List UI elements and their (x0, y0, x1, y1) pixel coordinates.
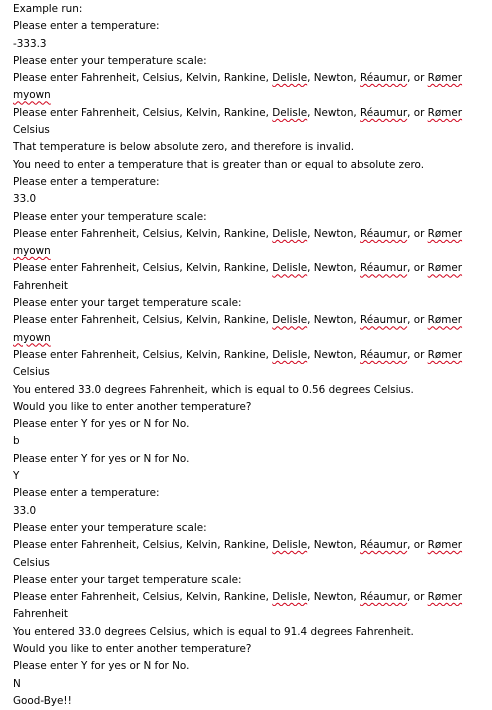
transcript-line (13, 676, 483, 693)
transcript-line (13, 312, 483, 329)
line-text: , Newton, (307, 227, 361, 240)
line-text: 33.0 (13, 504, 37, 517)
line-text: Please enter Y for yes or N for No. (13, 418, 190, 431)
line-text: , or (407, 539, 428, 552)
spellcheck-flagged-word: Réaumur (360, 72, 408, 85)
line-text: Please enter Fahrenheit, Celsius, Kelvin, Rankine, (13, 72, 273, 85)
line-text: Please enter your temperature scale: (13, 54, 207, 67)
line-text: Please enter a temperature: (13, 175, 160, 188)
transcript-line (13, 122, 483, 139)
line-text: You need to enter a temperature that is greater than or equal to absolute zero. (13, 158, 425, 171)
line-text: Celsius (13, 556, 50, 569)
transcript-line (13, 330, 483, 347)
spellcheck-flagged-word: Rømer (427, 106, 463, 119)
spellcheck-flagged-word: Delisle (272, 591, 308, 604)
line-text: Please enter Fahrenheit, Celsius, Kelvin, Rankine, (13, 591, 273, 604)
transcript-line (13, 416, 483, 433)
transcript-line (13, 70, 483, 87)
transcript-line (13, 18, 483, 35)
transcript-line (13, 364, 483, 381)
spellcheck-flagged-word: Delisle (272, 348, 308, 361)
spellcheck-flagged-word: myown (13, 245, 51, 258)
line-text: , or (407, 227, 428, 240)
spellcheck-flagged-word: Rømer (427, 348, 463, 361)
line-text: Please enter Fahrenheit, Celsius, Kelvin, Rankine, (13, 348, 273, 361)
spellcheck-flagged-word: Rømer (427, 227, 463, 240)
spellcheck-flagged-word: Réaumur (360, 227, 408, 240)
transcript-line (13, 589, 483, 606)
transcript-line (13, 1, 483, 18)
line-text: , Newton, (307, 262, 361, 275)
spellcheck-flagged-word: Réaumur (360, 539, 408, 552)
line-text: , or (407, 262, 428, 275)
line-text: , Newton, (307, 314, 361, 327)
line-text: , Newton, (307, 348, 361, 361)
transcript-line (13, 468, 483, 485)
spellcheck-flagged-word: myown (13, 89, 51, 102)
line-text: Please enter Fahrenheit, Celsius, Kelvin, Rankine, (13, 106, 273, 119)
spellcheck-flagged-word: Rømer (427, 539, 463, 552)
transcript-line (13, 226, 483, 243)
spellcheck-flagged-word: Delisle (272, 314, 308, 327)
line-text: That temperature is below absolute zero, and therefore is invalid. (13, 141, 355, 154)
transcript-line (13, 503, 483, 520)
line-text: , Newton, (307, 591, 361, 604)
line-text: , Newton, (307, 106, 361, 119)
console-transcript (13, 1, 483, 710)
transcript-line (13, 157, 483, 174)
transcript-line (13, 105, 483, 122)
line-text: N (13, 677, 21, 690)
transcript-line (13, 347, 483, 364)
transcript-line (13, 36, 483, 53)
spellcheck-flagged-word: Delisle (272, 72, 308, 85)
line-text: , or (407, 106, 428, 119)
spellcheck-flagged-word: Rømer (427, 72, 463, 85)
line-text: Y (13, 470, 20, 483)
line-text: 33.0 (13, 193, 37, 206)
transcript-line (13, 624, 483, 641)
spellcheck-flagged-word: Delisle (272, 262, 308, 275)
line-text: Please enter a temperature: (13, 487, 160, 500)
transcript-line (13, 87, 483, 104)
line-text: Please enter Y for yes or N for No. (13, 660, 190, 673)
line-text: Would you like to enter another temperature? (13, 400, 252, 413)
line-text: , or (407, 591, 428, 604)
spellcheck-flagged-word: Rømer (427, 314, 463, 327)
line-text: Please enter your temperature scale: (13, 210, 207, 223)
line-text: Please enter Fahrenheit, Celsius, Kelvin, Rankine, (13, 314, 273, 327)
spellcheck-flagged-word: Réaumur (360, 262, 408, 275)
transcript-line (13, 191, 483, 208)
line-text: , or (407, 314, 428, 327)
line-text: Please enter Fahrenheit, Celsius, Kelvin, Rankine, (13, 539, 273, 552)
transcript-line (13, 53, 483, 70)
transcript-line (13, 658, 483, 675)
line-text: Please enter a temperature: (13, 20, 160, 33)
transcript-line (13, 243, 483, 260)
line-text: , Newton, (307, 72, 361, 85)
line-text: Please enter Fahrenheit, Celsius, Kelvin, Rankine, (13, 262, 273, 275)
transcript-line (13, 606, 483, 623)
transcript-line (13, 555, 483, 572)
spellcheck-flagged-word: Delisle (272, 106, 308, 119)
line-text: Please enter your target temperature scale: (13, 573, 242, 586)
line-text: Example run: (13, 3, 83, 15)
transcript-line (13, 139, 483, 156)
spellcheck-flagged-word: Delisle (272, 227, 308, 240)
line-text: b (13, 435, 20, 448)
transcript-line (13, 399, 483, 416)
line-text: -333.3 (13, 37, 47, 50)
transcript-line (13, 433, 483, 450)
transcript-line (13, 174, 483, 191)
line-text: Celsius (13, 366, 50, 379)
spellcheck-flagged-word: Rømer (427, 591, 463, 604)
transcript-line (13, 520, 483, 537)
transcript-line (13, 451, 483, 468)
line-text: Please enter Fahrenheit, Celsius, Kelvin, Rankine, (13, 227, 273, 240)
transcript-line (13, 278, 483, 295)
transcript-line (13, 693, 483, 710)
transcript-line (13, 641, 483, 658)
line-text: Would you like to enter another temperature? (13, 642, 252, 655)
line-text: , or (407, 348, 428, 361)
line-text: Please enter your temperature scale: (13, 521, 207, 534)
line-text: , or (407, 72, 428, 85)
spellcheck-flagged-word: Réaumur (360, 591, 408, 604)
transcript-line (13, 382, 483, 399)
transcript-line (13, 295, 483, 312)
transcript-line (13, 537, 483, 554)
spellcheck-flagged-word: Réaumur (360, 314, 408, 327)
line-text: , Newton, (307, 539, 361, 552)
spellcheck-flagged-word: myown (13, 331, 51, 344)
line-text: Fahrenheit (13, 279, 68, 292)
spellcheck-flagged-word: Rømer (427, 262, 463, 275)
transcript-line (13, 260, 483, 277)
line-text: Please enter your target temperature scale: (13, 297, 242, 310)
transcript-line (13, 485, 483, 502)
line-text: You entered 33.0 degrees Fahrenheit, which is equal to 0.56 degrees Celsius. (13, 383, 414, 396)
line-text: Fahrenheit (13, 608, 68, 621)
transcript-line (13, 209, 483, 226)
line-text: Please enter Y for yes or N for No. (13, 452, 190, 465)
line-text: Good-Bye!! (13, 694, 72, 707)
line-text: You entered 33.0 degrees Celsius, which is equal to 91.4 degrees Fahrenheit. (13, 625, 414, 638)
line-text: Celsius (13, 124, 50, 137)
spellcheck-flagged-word: Réaumur (360, 348, 408, 361)
spellcheck-flagged-word: Delisle (272, 539, 308, 552)
transcript-line (13, 572, 483, 589)
spellcheck-flagged-word: Réaumur (360, 106, 408, 119)
